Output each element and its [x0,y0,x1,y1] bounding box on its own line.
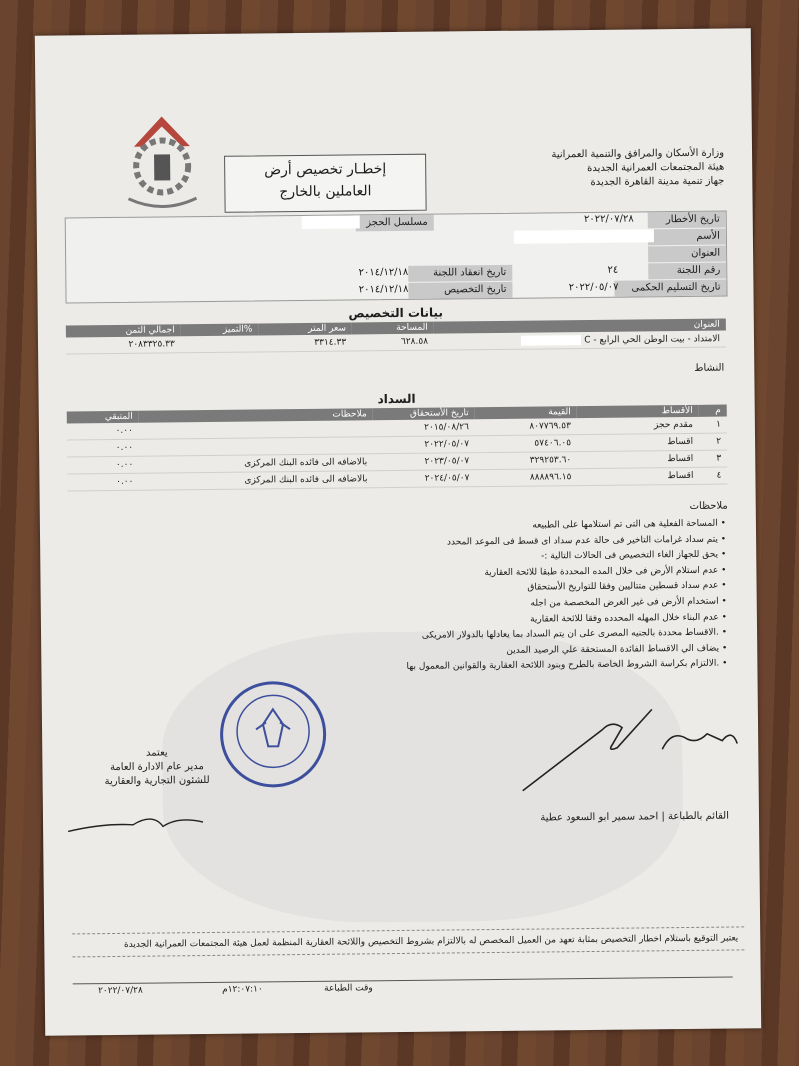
cell: ١ [699,417,727,434]
list-item: • عدم البناء خلال المهله المحدده وفقا للائحة العقارية [406,610,727,629]
col-address: العنوان [434,319,726,334]
cell: اقساط [577,450,699,468]
allocation-section-title: بيانات التخصيص [348,305,443,321]
print-time: ١٢:٠٧:١٠م [222,984,263,995]
approval-line-3: للشئون التجارية والعقارية [104,774,210,788]
activity-label: النشاط [694,362,725,374]
title-line-1: إخطـار تخصيص أرض [264,161,387,179]
title-line-2: العاملين بالخارج [279,183,372,201]
notes-title: ملاحظات [689,500,728,512]
cell: بالاضافه الى فائده البنك المركزى [139,454,373,473]
list-item: • يضاف الي الاقساط الفائدة المستحقة علي الرصيد المدين [406,641,727,660]
committee-no-label: رقم اللجنة [648,263,726,280]
cell: ٢ [699,433,727,450]
allocation-date-label: تاريخ التخصيص [408,282,512,299]
allocation-table [66,319,726,355]
cell: ٠.٠٠ [67,439,139,457]
director-signature-icon [63,802,213,840]
cell: ٢٠٢٢/٠٥/٠٧ [373,436,475,454]
allocation-address: الامتداد - بيت الوطن الحي الرابع - C [434,331,726,351]
col-due-date: تاريخ الأستحقاق [373,407,475,420]
cell: ٢٠٢٣/٠٥/٠٧ [373,453,475,471]
redacted-plot [521,335,581,346]
list-item: • عدم استلام الأرض فى خلال المده المحددة طبقا للائحة العقارية [405,563,726,582]
cell: ٠.٠٠ [67,423,139,440]
col-value: القيمة [475,406,577,419]
approval-block [104,746,209,789]
approval-line-1: يعتمد [145,747,168,759]
payment-section-title: السداد [377,391,416,407]
print-date: ٢٠٢٢/٠٧/٢٨ [97,985,143,997]
col-premium: %التميز [181,323,259,336]
ministry-header [551,147,724,191]
notice-date: ٢٠٢٢/٠٧/٢٨ [583,213,634,226]
redacted-serial [302,215,360,229]
col-notes: ملاحظات [139,408,373,422]
ministry-line-1: وزارة الأسكان والمرافق والتنمية العمرانية [551,147,725,161]
approval-line-2: مدير عام الادارة العامة [109,761,204,774]
col-installments: الأقساط [577,405,699,418]
print-time-label: وقت الطباعة [324,983,373,994]
cell: ٤ [699,467,727,484]
ministry-line-2: هيئة المجتمعات العمرانية الجديدة [587,161,725,174]
list-item: • عدم سداد قسطين متتاليين وفقا للتواريخ الأستحقاق [406,579,727,598]
committee-date: ٢٠١٤/١٢/١٨ [358,266,409,279]
list-item: • استخدام الأرض فى غير الغرض المخصصة من اجله [406,595,727,614]
list-item: • .الالتزام بكراسة الشروط الخاصة بالطرح وبنود اللائحة العقارية والقوانين المعمول بها [406,657,727,676]
official-seal-icon [220,681,327,788]
cell: مقدم حجز [577,417,699,435]
authority-logo-icon [114,106,211,217]
allocation-date: ٢٠١٤/١٢/١٨ [358,283,409,296]
booking-serial-label: مسلسل الحجز [356,215,434,232]
delivery-date: ٢٠٢٢/٠٥/٠٧ [568,281,619,294]
cell: ٣٢٩٢٥٣.٦٠ [475,452,577,470]
footer-acknowledgement: يعتبر التوقيع باستلام اخطار التخصيص بمثابة تعهد من العميل المخصص له بالالتزام بشروط التخصيص واللائحة العقارية المنظمة لعمل هيئة المجتمعات العمرانية الجديدة [72,926,744,957]
payment-table [67,405,728,492]
cell: ٢٠٢٤/٠٥/٠٧ [373,470,475,488]
address-label: العنوان [648,246,726,263]
cell: ٠.٠٠ [67,456,139,474]
committee-date-label: تاريخ انعقاد اللجنة [408,265,512,282]
list-item: • يحق للجهاز الغاء التخصيص فى الحالات التالية :- [405,548,726,567]
redacted-name [514,229,654,243]
col-total-price: اجمالي الثمن [66,324,181,337]
list-item: • .الاقساط محددة بالجنيه المصرى على ان يتم السداد بما يعادلها بالدولار الامريكى [406,626,727,645]
ministry-line-3: جهاز تنمية مدينة القاهرة الجديدة [590,175,725,188]
allocation-total: ٢٠٨٣٣٢٥.٣٣ [66,336,181,354]
notes-list [405,517,727,676]
col-index: م [699,405,727,417]
printed-by: القائم بالطباعة | احمد سمير ابو السعود عطية [540,810,730,824]
cell: بالاضافه الى فائده البنك المركزى [139,471,373,490]
col-area: المساحة [352,322,434,335]
delivery-date-label: تاريخ التسليم الحكمى [614,280,726,297]
cell: ٣ [699,450,727,467]
allocation-meter-price: ٣٣١٤.٣٣ [258,334,352,351]
list-item: • يتم سداد غرامات التاخير فى حالة عدم سداد اى قسط فى الموعد المحدد [405,532,726,551]
cell: ٨٨٨٨٩٦.١٥ [475,469,577,487]
name-label: الأسم [648,229,726,246]
allocation-notice-document [35,28,761,1035]
col-remaining: المتبقي [67,411,139,424]
cell: ٨٠٧٧٦٩.٥٣ [475,418,577,436]
allocation-area: ٦٢٨.٥٨ [352,334,434,351]
allocation-premium [181,335,259,352]
cell: ٥٧٤٠٦.٠٥ [475,435,577,453]
document-title-box [224,154,427,213]
col-meter-price: سعر المتر [258,322,352,335]
cell: ٢٠١٥/٠٨/٢٦ [373,419,475,437]
info-box [65,211,728,304]
committee-no: ٢٤ [607,264,619,276]
cell: اقساط [577,467,699,485]
footer-bar [73,977,733,999]
cell: اقساط [577,433,699,451]
cell: ٠.٠٠ [67,473,139,491]
signature-icon [512,688,743,800]
notice-date-label: تاريخ الأخطار [648,212,726,229]
list-item: • المساحة الفعلية هى التى تم استلامها على الطبيعه [405,517,726,536]
